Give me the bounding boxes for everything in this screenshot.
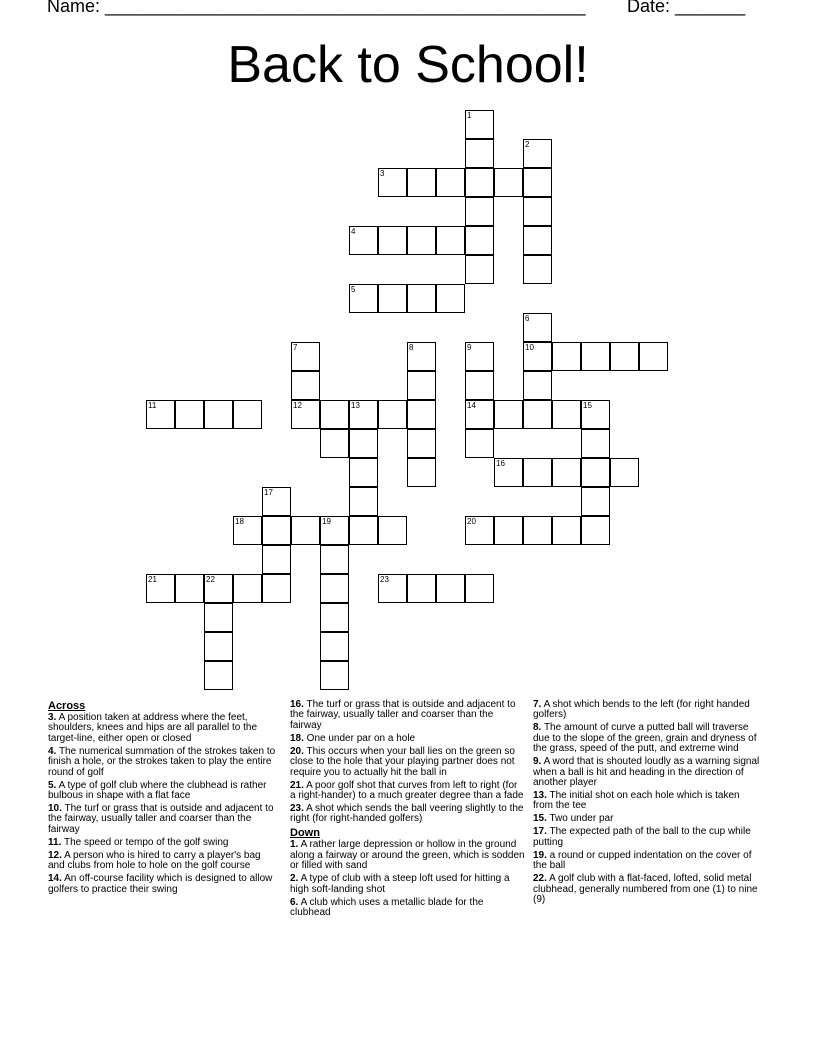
- clue-number: 11.: [48, 836, 62, 848]
- clue-text: A word that is shouted loudly as a warning signal when a ball is hit and heading in the direction of another player: [533, 756, 760, 789]
- grid-cell[interactable]: [465, 197, 494, 226]
- grid-cell[interactable]: [581, 342, 610, 371]
- grid-cell[interactable]: [349, 516, 378, 545]
- grid-cell[interactable]: [610, 458, 639, 487]
- cell-number: 9: [467, 343, 472, 352]
- grid-cell[interactable]: [378, 284, 407, 313]
- grid-cell[interactable]: [320, 400, 349, 429]
- cell-number: 1: [467, 111, 472, 120]
- clue-text: A type of club with a steep loft used for hitting a high soft-landing shot: [290, 873, 510, 895]
- grid-cell[interactable]: [175, 400, 204, 429]
- page-title: Back to School!: [227, 36, 589, 94]
- grid-cell[interactable]: [378, 168, 407, 197]
- clue-number: 1.: [290, 839, 299, 851]
- grid-cell[interactable]: [204, 603, 233, 632]
- clue-text: A type of golf club where the clubhead is rather bulbous in shape with a flat face: [48, 779, 267, 802]
- grid-cell[interactable]: [378, 400, 407, 429]
- clue-number: 8.: [533, 722, 542, 734]
- clue-number: 22.: [533, 873, 547, 885]
- grid-cell[interactable]: [465, 342, 494, 371]
- across-heading: Across: [48, 700, 86, 712]
- across-clue: [48, 804, 278, 835]
- grid-cell[interactable]: [465, 139, 494, 168]
- grid-cell[interactable]: [523, 400, 552, 429]
- across-clue: [48, 747, 278, 778]
- grid-cell[interactable]: [523, 342, 552, 371]
- clue-number: 10.: [48, 803, 62, 815]
- grid-cell[interactable]: [407, 168, 436, 197]
- grid-cell[interactable]: [320, 516, 349, 545]
- across-clue: [290, 734, 525, 744]
- cell-number: 21: [148, 575, 157, 584]
- across-clue: [290, 804, 525, 825]
- clue-number: 9.: [533, 756, 542, 768]
- grid-cell[interactable]: [291, 342, 320, 371]
- grid-cell[interactable]: [523, 371, 552, 400]
- grid-cell[interactable]: [523, 197, 552, 226]
- grid-cell[interactable]: [552, 342, 581, 371]
- grid-cell[interactable]: [204, 661, 233, 690]
- grid-cell[interactable]: [146, 400, 175, 429]
- cell-number: 6: [525, 314, 530, 323]
- grid-cell[interactable]: [465, 574, 494, 603]
- grid-cell[interactable]: [465, 168, 494, 197]
- clue-text: A position taken at address where the feet, shoulders, knees and hips are all parallel to the target-line, either open or closed: [48, 712, 258, 744]
- grid-cell[interactable]: [465, 226, 494, 255]
- grid-cell[interactable]: [320, 661, 349, 690]
- grid-cell[interactable]: [436, 284, 465, 313]
- clue-number: 20.: [290, 745, 304, 757]
- cell-number: 12: [293, 401, 302, 410]
- clue-text: The turf or grass that is outside and adjacent to the fairway, usually taller and coarser than the fairway: [290, 699, 516, 731]
- clue-text: Two under par: [546, 813, 614, 825]
- across-clue: [290, 781, 525, 802]
- clue-text: The amount of curve a putted ball will traverse due to the slope of the green, grain and dryness of the grass, speed of the putt, and extreme wind: [533, 722, 757, 755]
- grid-cell[interactable]: [494, 168, 523, 197]
- across-clue: [48, 838, 278, 848]
- cell-number: 16: [496, 459, 505, 468]
- down-clue: [533, 723, 761, 754]
- clue-number: 12.: [48, 849, 62, 861]
- clue-number: 14.: [48, 873, 62, 885]
- clue-text: A rather large depression or hollow in the ground along a fairway or around the green, which is sodden or filled with sand: [290, 839, 525, 872]
- grid-cell[interactable]: [349, 284, 378, 313]
- clue-number: 23.: [290, 803, 304, 815]
- down-clue: [533, 814, 761, 824]
- cell-number: 17: [264, 488, 273, 497]
- grid-cell[interactable]: [262, 487, 291, 516]
- clue-text: The expected path of the ball to the cup while putting: [533, 826, 751, 848]
- grid-cell[interactable]: [494, 400, 523, 429]
- clue-text: A poor golf shot that curves from left to right (for a right-hander) to a much greater degree than a fade: [290, 779, 524, 802]
- clue-number: 18.: [290, 732, 304, 744]
- cell-number: 20: [467, 517, 476, 526]
- clue-number: 5.: [48, 779, 57, 791]
- grid-cell[interactable]: [291, 516, 320, 545]
- grid-cell[interactable]: [581, 429, 610, 458]
- grid-cell[interactable]: [523, 255, 552, 284]
- grid-cell[interactable]: [320, 429, 349, 458]
- cell-number: 3: [380, 169, 385, 178]
- grid-cell[interactable]: [320, 574, 349, 603]
- grid-cell[interactable]: [523, 139, 552, 168]
- clue-number: 3.: [48, 712, 57, 723]
- grid-cell[interactable]: [523, 458, 552, 487]
- down-clue: [290, 898, 525, 919]
- grid-cell[interactable]: [233, 516, 262, 545]
- clue-text: The turf or grass that is outside and adjacent to the fairway, usually taller and coarser than the fairway: [48, 803, 274, 835]
- clue-text: A shot which bends to the left (for right handed golfers): [533, 699, 750, 721]
- grid-cell[interactable]: [262, 516, 291, 545]
- cell-number: 2: [525, 140, 530, 149]
- down-clue: [533, 851, 761, 872]
- down-clue: [533, 700, 761, 721]
- grid-cell[interactable]: [204, 400, 233, 429]
- clue-number: 19.: [533, 849, 547, 861]
- grid-cell[interactable]: [349, 226, 378, 255]
- down-clue: [290, 840, 525, 871]
- clue-text: An off-course facility which is designed to allow golfers to practice their swing: [48, 873, 273, 895]
- grid-cell[interactable]: [262, 545, 291, 574]
- clue-text: a round or cupped indentation on the cover of the ball: [533, 849, 752, 872]
- down-heading: Down: [290, 827, 320, 840]
- grid-cell[interactable]: [378, 574, 407, 603]
- grid-cell[interactable]: [146, 574, 175, 603]
- cell-number: 15: [583, 401, 592, 410]
- down-clue: [290, 874, 525, 895]
- grid-cell[interactable]: [204, 574, 233, 603]
- cell-number: 8: [409, 343, 414, 352]
- grid-cell[interactable]: [523, 226, 552, 255]
- down-clue: [533, 757, 761, 788]
- grid-cell[interactable]: [233, 400, 262, 429]
- grid-cell[interactable]: [407, 284, 436, 313]
- clue-text: One under par on a hole: [303, 732, 416, 744]
- across-clue: [290, 700, 525, 731]
- grid-cell[interactable]: [523, 168, 552, 197]
- grid-cell[interactable]: [349, 400, 378, 429]
- down-clue: [533, 791, 761, 812]
- grid-cell[interactable]: [320, 545, 349, 574]
- clue-text: A person who is hired to carry a player's bag and clubs from hole to hole on the golf course: [48, 849, 261, 872]
- grid-cell[interactable]: [349, 429, 378, 458]
- clue-number: 7.: [533, 699, 542, 710]
- grid-cell[interactable]: [610, 342, 639, 371]
- grid-cell[interactable]: [552, 458, 581, 487]
- cell-number: 5: [351, 285, 356, 294]
- grid-cell[interactable]: [378, 516, 407, 545]
- clues-column-3: [533, 700, 761, 908]
- grid-cell[interactable]: [407, 429, 436, 458]
- grid-cell[interactable]: [639, 342, 668, 371]
- clue-text: A club which uses a metallic blade for the clubhead: [290, 896, 484, 919]
- grid-cell[interactable]: [581, 487, 610, 516]
- cell-number: 4: [351, 227, 356, 236]
- cell-number: 7: [293, 343, 298, 352]
- clue-number: 13.: [533, 790, 547, 802]
- grid-cell[interactable]: [204, 632, 233, 661]
- clues-column-2: [290, 700, 525, 921]
- cell-number: 13: [351, 401, 360, 410]
- date-field[interactable]: Date: _______: [627, 0, 746, 16]
- grid-cell[interactable]: [581, 458, 610, 487]
- clue-text: A shot which sends the ball veering slightly to the right (for right-handed golfers): [290, 803, 524, 825]
- clue-text: This occurs when your ball lies on the green so close to the hole that your playing partner does not require you to actually hit the ball in: [290, 745, 515, 778]
- grid-cell[interactable]: [436, 168, 465, 197]
- clue-text: The initial shot on each hole which is taken from the tee: [533, 790, 740, 812]
- grid-cell[interactable]: [175, 574, 204, 603]
- grid-cell[interactable]: [436, 574, 465, 603]
- grid-cell[interactable]: [465, 255, 494, 284]
- grid-cell[interactable]: [291, 371, 320, 400]
- grid-cell[interactable]: [262, 574, 291, 603]
- across-clue: [290, 747, 525, 778]
- grid-cell[interactable]: [320, 603, 349, 632]
- grid-cell[interactable]: [291, 400, 320, 429]
- clues-column-1: [48, 700, 278, 898]
- across-clue: [48, 781, 278, 802]
- clue-text: The speed or tempo of the golf swing: [61, 836, 229, 848]
- cell-number: 19: [322, 517, 331, 526]
- grid-cell[interactable]: [320, 632, 349, 661]
- clue-number: 6.: [290, 896, 299, 908]
- clue-number: 2.: [290, 873, 299, 885]
- cell-number: 23: [380, 575, 389, 584]
- grid-cell[interactable]: [523, 516, 552, 545]
- grid-cell[interactable]: [233, 574, 262, 603]
- grid-cell[interactable]: [523, 313, 552, 342]
- cell-number: 22: [206, 575, 215, 584]
- across-clue: [48, 713, 278, 744]
- grid-cell[interactable]: [407, 226, 436, 255]
- down-clue: [533, 874, 761, 905]
- grid-cell[interactable]: [378, 226, 407, 255]
- cell-number: 10: [525, 343, 534, 352]
- grid-cell[interactable]: [581, 516, 610, 545]
- clue-number: 4.: [48, 745, 57, 757]
- grid-cell[interactable]: [552, 516, 581, 545]
- grid-cell[interactable]: [494, 516, 523, 545]
- grid-cell[interactable]: [465, 516, 494, 545]
- grid-cell[interactable]: [407, 458, 436, 487]
- grid-cell[interactable]: [465, 371, 494, 400]
- cell-number: 18: [235, 517, 244, 526]
- across-clue: [48, 874, 278, 895]
- clue-number: 21.: [290, 779, 304, 791]
- grid-cell[interactable]: [465, 429, 494, 458]
- grid-cell[interactable]: [465, 110, 494, 139]
- cell-number: 11: [148, 401, 157, 410]
- grid-cell[interactable]: [581, 400, 610, 429]
- grid-cell[interactable]: [552, 400, 581, 429]
- grid-cell[interactable]: [436, 226, 465, 255]
- grid-cell[interactable]: [407, 574, 436, 603]
- down-clue: [533, 827, 761, 848]
- grid-cell[interactable]: [407, 342, 436, 371]
- grid-cell[interactable]: [407, 400, 436, 429]
- clue-number: 17.: [533, 826, 547, 838]
- grid-cell[interactable]: [349, 458, 378, 487]
- grid-cell[interactable]: [465, 400, 494, 429]
- name-field[interactable]: Name: ________________________________________________: [47, 0, 586, 16]
- grid-cell[interactable]: [407, 371, 436, 400]
- clue-number: 16.: [290, 699, 304, 710]
- clue-text: A golf club with a flat-faced, lofted, solid metal clubhead, generally numbered from one (1) to nine (9): [533, 873, 758, 906]
- grid-cell[interactable]: [494, 458, 523, 487]
- grid-cell[interactable]: [349, 487, 378, 516]
- clue-number: 15.: [533, 813, 547, 825]
- cell-number: 14: [467, 401, 476, 410]
- clue-text: The numerical summation of the strokes taken to finish a hole, or the strokes taken to play the entire round of golf: [48, 745, 276, 778]
- across-clue: [48, 851, 278, 872]
